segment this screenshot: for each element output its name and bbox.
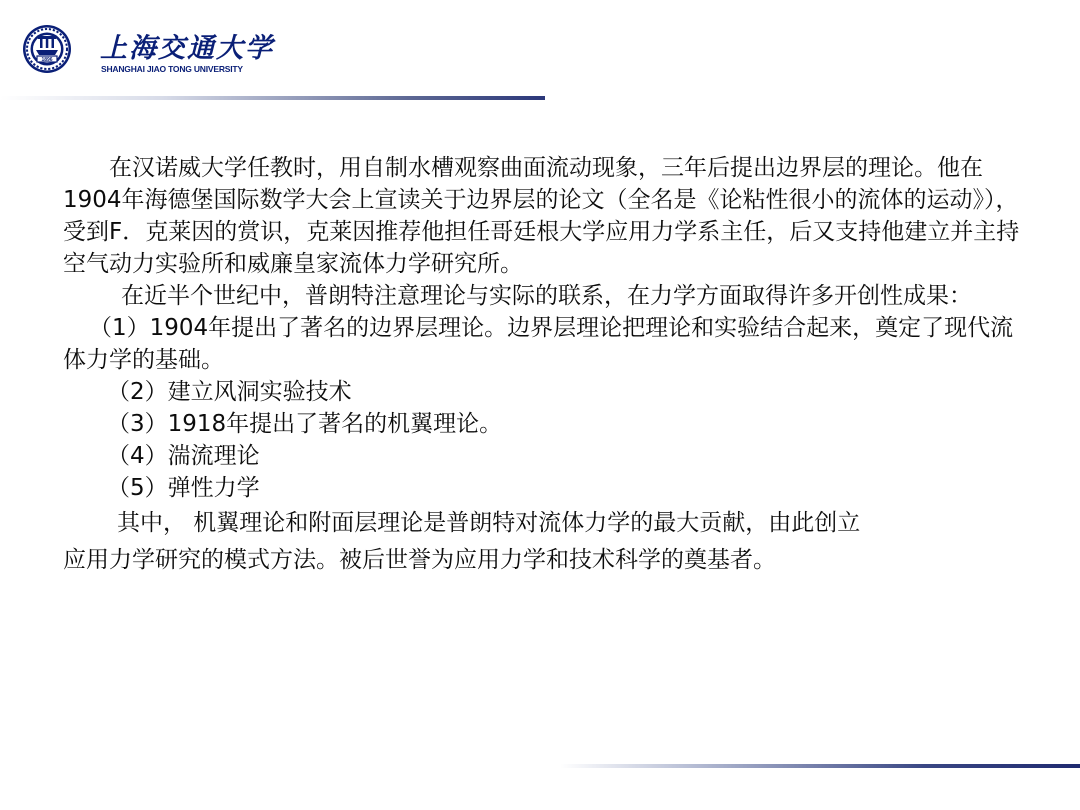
list-item-wind-tunnel: （2）建立风洞实验技术 [107, 379, 352, 405]
university-name-chinese: 上海交通大学 [100, 33, 274, 64]
footer-divider [560, 764, 1080, 768]
slide-body [63, 152, 1023, 576]
header-divider [0, 96, 545, 100]
university-name-english: SHANGHAI JIAO TONG UNIVERSITY [101, 64, 243, 74]
paragraph-hanover-career: 在汉诺威大学任教时，用自制水槽观察曲面流动现象，三年后提出边界层的理论。他在1904年海德堡国际数学大会上宣读关于边界层的论文（全名是《论粘性很小的流体的运动》），受到F．克莱因的赏识，克莱因推荐他担任哥廷根大学应用力学系主任，后又支持他建立并主持空气动力实验所和威廉皇家流体力学研究所。 [63, 155, 1020, 277]
paragraph-conclusion-continued: 应用力学研究的模式方法。被后世誉为应用力学和技术科学的奠基者。 [63, 547, 776, 573]
list-item-boundary-layer: （1）1904年提出了著名的边界层理论。边界层理论把理论和实验结合起来，奠定了现代流体力学的基础。 [63, 315, 1014, 373]
list-item-wing-theory: （3）1918年提出了著名的机翼理论。 [107, 411, 503, 437]
logo-year: 1896 [41, 57, 53, 63]
paragraph-conclusion: 其中， 机翼理论和附面层理论是普朗特对流体力学的最大贡献，由此创立 [117, 510, 861, 536]
list-item-turbulence: （4）湍流理论 [107, 443, 260, 469]
university-seal-icon [22, 24, 72, 74]
paragraph-achievements-intro: 在近半个世纪中，普朗特注意理论与实际的联系，在力学方面取得许多开创性成果： [121, 283, 972, 309]
list-item-elasticity: （5）弹性力学 [107, 475, 260, 501]
